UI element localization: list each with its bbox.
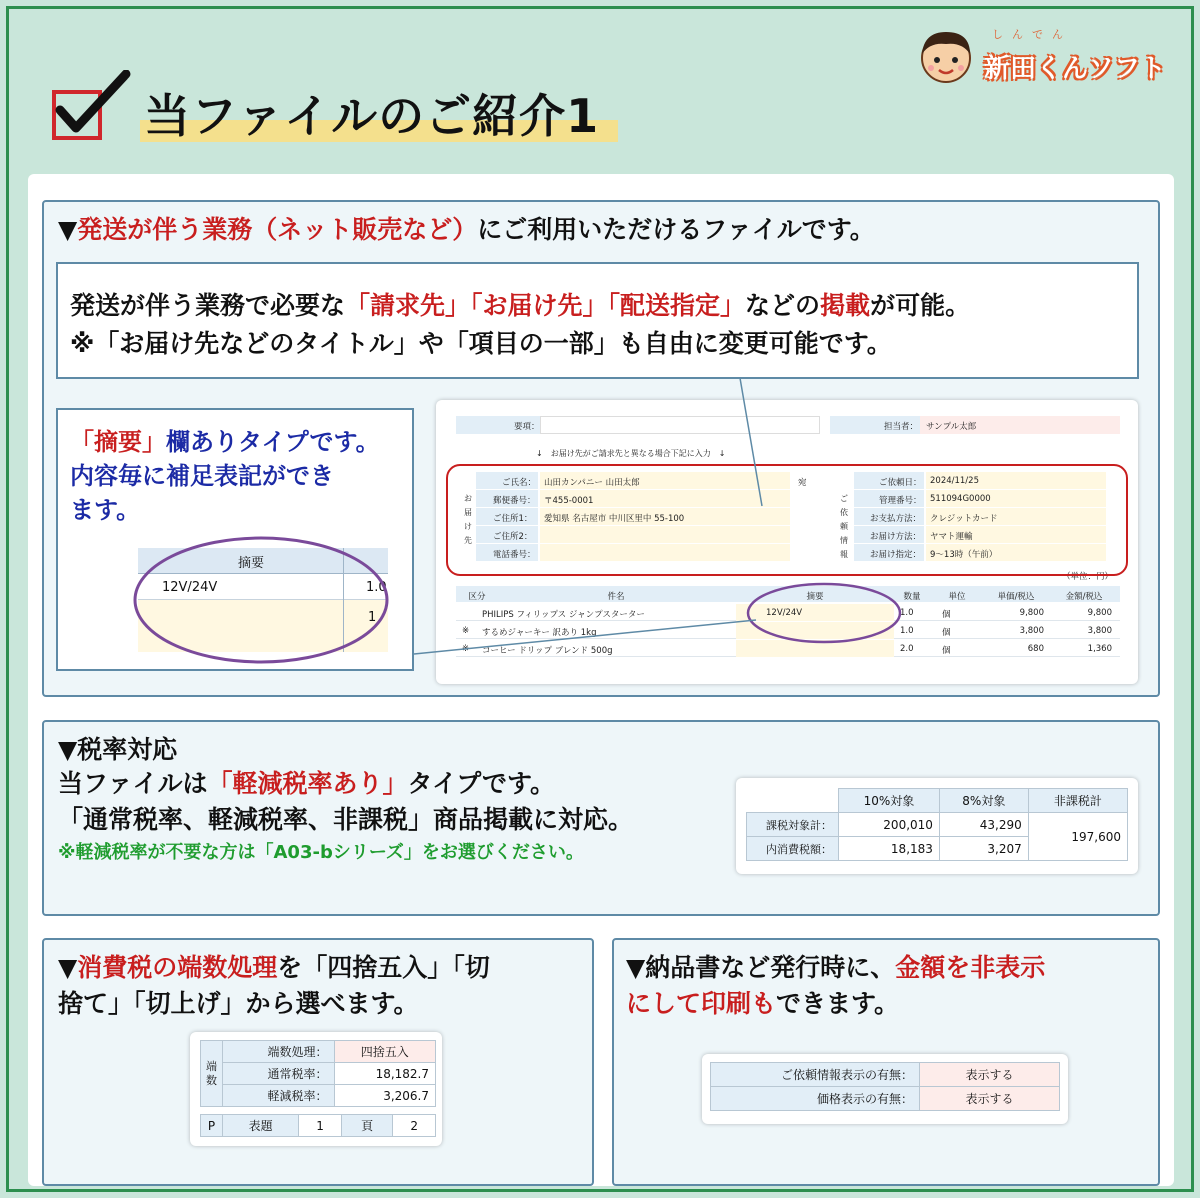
mini-table-num: 1 (368, 610, 377, 625)
item-unit: 個 (942, 628, 951, 638)
display-setting-select[interactable]: 表示する (920, 1087, 1060, 1111)
heading-highlight: 発送が伴う業務（ネット販売など） (77, 215, 478, 244)
tax-col-header: 8%対象 (939, 789, 1028, 813)
tekiyou-line-2: 内容毎に補足表記ができ (70, 462, 334, 490)
rounding-heading (58, 948, 490, 984)
text-span-red: にして印刷も (626, 989, 777, 1018)
item-col-header: 摘要 (806, 592, 824, 602)
shot-note: ↓ お届け先がご請求先と異なる場合下記に入力 ↓ (536, 449, 726, 458)
tax-summary-table (736, 778, 1138, 874)
text-span-blue: 欄ありタイプです。 (166, 428, 380, 456)
heading-triangle: ▼ (58, 953, 78, 982)
brand-name: 新田くんソフト (984, 54, 1167, 84)
heading-triangle: ▼ (58, 215, 78, 244)
mini-table-num: 1.0 (366, 580, 387, 595)
tax-value: 43,290 (939, 813, 1028, 837)
item-col-header: 単位 (948, 592, 966, 602)
item-amount: 1,360 (1087, 644, 1112, 654)
request-label: お支払方法： (870, 514, 922, 524)
display-setting-label: ご依頼情報表示の有無： (711, 1063, 920, 1087)
item-amount: 3,800 (1087, 626, 1112, 636)
hide-amount-line-2 (626, 984, 899, 1020)
rounding-value: 3,206.7 (334, 1085, 435, 1107)
text-span: などの (745, 291, 821, 320)
request-label: ご依頼日： (879, 478, 922, 488)
text-span-red: 消費税の端数処理 (77, 953, 278, 982)
text-span: 当ファイルは (58, 769, 208, 798)
item-qty: 2.0 (900, 644, 914, 654)
request-value: 9～13時（午前） (930, 550, 998, 560)
shot-value: サンプル太郎 (926, 422, 977, 432)
item-amount: 9,800 (1087, 608, 1112, 618)
item-unit: 個 (942, 646, 951, 656)
item-unit: 個 (942, 610, 951, 620)
item-name: コーヒー ドリップ ブレンド 500g (482, 646, 613, 656)
item-price: 680 (1027, 644, 1044, 654)
text-span-red: 掲載 (820, 291, 871, 320)
page-footer-cell: P (201, 1115, 223, 1137)
tax-col-header: 非課税計 (1028, 789, 1127, 813)
page-title: 当ファイルのご紹介1 (144, 89, 600, 143)
delivery-label: 郵便番号： (493, 496, 536, 506)
shot-label: 担当者： (884, 422, 919, 432)
tax-note: ※軽減税率が不要な方は「A03-bシリーズ」をお選びください。 (58, 842, 584, 863)
tax-row-label: 内消費税額： (747, 837, 839, 861)
page-footer-cell: 2 (393, 1115, 436, 1137)
request-label: 管理番号： (879, 496, 922, 506)
tax-table-corner (747, 789, 839, 813)
text-span-red: 「摘要」 (70, 428, 166, 456)
section-tax-heading: ▼税率対応 (58, 735, 178, 764)
text-span: が可能。 (870, 291, 971, 320)
item-tekiyou: 12V/24V (766, 608, 803, 618)
item-col-header: 件名 (607, 592, 625, 602)
display-setting-select[interactable]: 表示する (920, 1063, 1060, 1087)
rounding-line-2: 捨て」「切上げ」から選べます。 (58, 989, 419, 1018)
text-span: を「四捨五入」「切 (277, 953, 490, 982)
item-col-header: 数量 (903, 592, 921, 602)
item-price: 3,800 (1019, 626, 1044, 636)
shot-label: 要項： (514, 422, 540, 432)
request-value: 2024/11/25 (930, 476, 979, 486)
text-span-red: 金額を非表示 (895, 953, 1046, 982)
page-footer-cell: 頁 (341, 1115, 393, 1137)
shot-group-label: お届け先 (464, 494, 472, 545)
tekiyou-line-3: ます。 (70, 496, 141, 524)
delivery-value: 〒455-0001 (544, 496, 594, 506)
shot-group-label: ご依頼情報 (840, 494, 848, 559)
delivery-label: ご住所2： (493, 532, 533, 542)
item-qty: 1.0 (900, 608, 914, 618)
item-col-header: 金額/税込 (1065, 592, 1103, 602)
delivery-value: 愛知県 名古屋市 中川区里中 55-100 (544, 514, 685, 524)
tax-nontax-total: 197,600 (1028, 813, 1127, 861)
item-col-header: 区分 (468, 592, 486, 602)
delivery-label: ご氏名： (502, 478, 537, 488)
page-footer-cell: 1 (299, 1115, 342, 1137)
mini-table-value: 12V/24V (162, 580, 218, 595)
rounding-side-label: 端数 (201, 1041, 223, 1107)
text-span-red: 「軽減税率あり」 (207, 769, 408, 798)
page-footer-cell: 表題 (223, 1115, 299, 1137)
item-price: 9,800 (1019, 608, 1044, 618)
request-label: お届け指定： (870, 550, 922, 560)
tax-value: 3,207 (939, 837, 1028, 861)
delivery-label: 電話番号： (493, 550, 536, 560)
brand-ruby: しんでん (992, 28, 1072, 41)
item-col-header: 単価/税込 (997, 592, 1035, 602)
request-value: クレジットカード (930, 514, 998, 524)
text-span: できます。 (776, 989, 900, 1018)
text-span: ▼納品書など発行時に、 (626, 953, 896, 982)
display-settings-table (702, 1054, 1068, 1124)
tax-value: 200,010 (839, 813, 940, 837)
request-value: ヤマト運輸 (930, 532, 973, 542)
request-label: お届け方法： (870, 532, 922, 542)
rounding-label: 端数処理： (223, 1041, 335, 1063)
hide-amount-heading (626, 948, 1045, 984)
tax-line-2: 「通常税率、軽減税率、非課税」商品掲載に対応。 (58, 805, 634, 834)
tax-value: 18,183 (839, 837, 940, 861)
item-kubun: ※ (462, 626, 470, 636)
item-name: するめジャーキー 訳あり 1kg (482, 628, 597, 638)
text-span: 発送が伴う業務で必要な (70, 291, 346, 320)
tax-row-label: 課税対象計： (747, 813, 839, 837)
item-name: PHILIPS フィリップス ジャンプスターター (482, 610, 645, 620)
rounding-table (190, 1032, 442, 1146)
rounding-select[interactable]: 四捨五入 (334, 1041, 435, 1063)
delivery-value: 山田カンパニー 山田太郎 (544, 478, 640, 488)
text-span: タイプです。 (407, 769, 556, 798)
heading-rest: にご利用いただけるファイルです。 (477, 215, 875, 244)
rounding-label: 通常税率： (223, 1063, 335, 1085)
delivery-label: ご住所1： (493, 514, 533, 524)
tax-col-header: 10%対象 (839, 789, 940, 813)
rounding-value: 18,182.7 (334, 1063, 435, 1085)
shot-unit-note: （単位：円） (1062, 572, 1114, 582)
mini-table-header: 摘要 (238, 556, 265, 571)
tax-line-1 (58, 764, 555, 800)
display-setting-label: 価格表示の有無： (711, 1087, 920, 1111)
feature-line-2: ※「お届け先などのタイトル」や「項目の一部」も自由に変更可能です。 (70, 329, 892, 358)
item-qty: 1.0 (900, 626, 914, 636)
text-span-red: 「請求先」「お届け先」「配送指定」 (345, 291, 746, 320)
request-value: 511094G0000 (930, 494, 991, 504)
delivery-suffix: 宛 (798, 478, 807, 488)
rounding-label: 軽減税率： (223, 1085, 335, 1107)
